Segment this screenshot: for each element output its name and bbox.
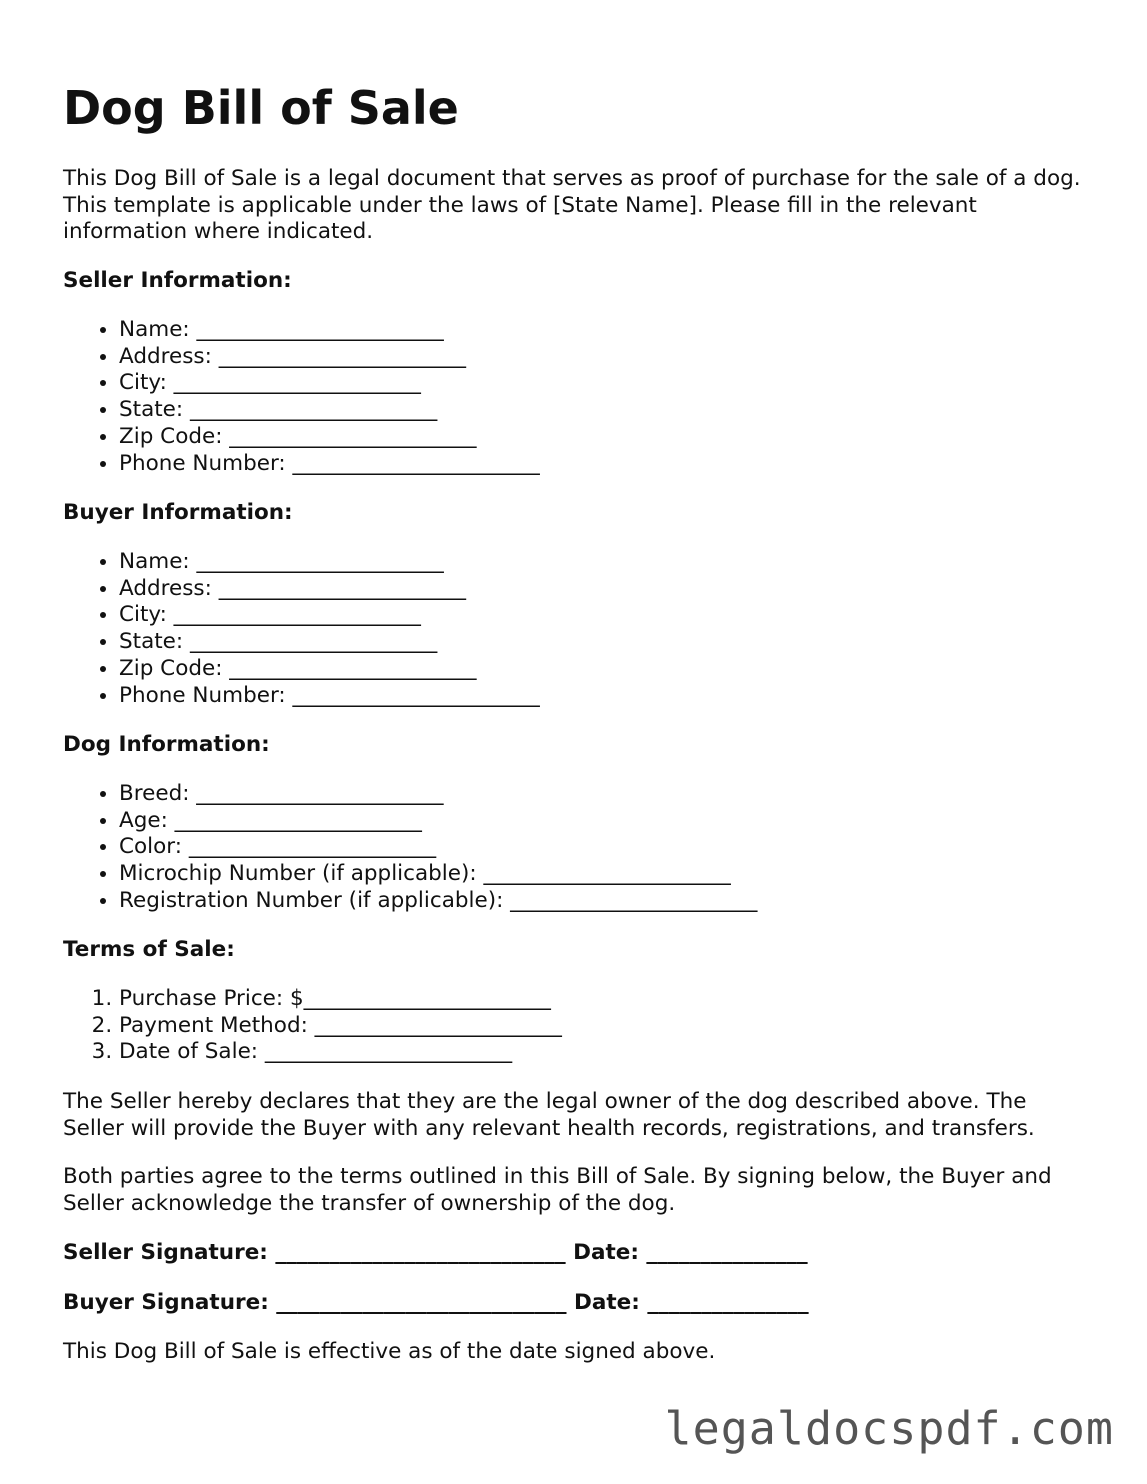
dog-list [63, 781, 757, 915]
watermark: legaldocspdf.com [664, 1402, 1114, 1455]
seller-list [63, 317, 540, 477]
document-title: Dog Bill of Sale [63, 81, 459, 135]
terms-list [63, 986, 562, 1066]
payment-method-field: 2. Payment Method: _______________________ [119, 1013, 562, 1040]
buyer-signature-line: Buyer Signature: ___________________________ Date: _______________ [63, 1290, 809, 1315]
buyer-zip-field: • Zip Code: _______________________ [119, 656, 540, 683]
buyer-city-field: • City: _______________________ [119, 602, 540, 629]
terms-heading: Terms of Sale: [63, 937, 235, 962]
seller-state-field: • State: _______________________ [119, 397, 540, 424]
buyer-list [63, 549, 540, 709]
date-of-sale-field: 3. Date of Sale: _______________________ [119, 1039, 562, 1066]
declaration-paragraph: The Seller hereby declares that they are the legal owner of the dog described above. The Seller will provide the Buyer with any relevant health records, registrations, and transfers. [63, 1089, 1035, 1141]
buyer-phone-field: • Phone Number: _______________________ [119, 683, 540, 710]
seller-name-field: • Name: _______________________ [119, 317, 540, 344]
seller-heading: Seller Information: [63, 268, 292, 293]
seller-phone-field: • Phone Number: _______________________ [119, 451, 540, 478]
buyer-name-field: • Name: _______________________ [119, 549, 540, 576]
dog-microchip-field: • Microchip Number (if applicable): _______________________ [119, 861, 757, 888]
seller-city-field: • City: _______________________ [119, 370, 540, 397]
buyer-heading: Buyer Information: [63, 500, 293, 525]
buyer-state-field: • State: _______________________ [119, 629, 540, 656]
buyer-address-field: • Address: _______________________ [119, 576, 540, 603]
dog-age-field: • Age: _______________________ [119, 808, 757, 835]
purchase-price-field: 1. Purchase Price: $_______________________ [119, 986, 562, 1013]
intro-paragraph: This Dog Bill of Sale is a legal document that serves as proof of purchase for the sale of a dog. This template is applicable under the laws of [State Name]. Please fill in the relevant information where indicated. [63, 166, 1081, 244]
effective-statement: This Dog Bill of Sale is effective as of the date signed above. [63, 1339, 716, 1364]
dog-registration-field: • Registration Number (if applicable): _______________________ [119, 888, 757, 915]
dog-breed-field: • Breed: _______________________ [119, 781, 757, 808]
seller-zip-field: • Zip Code: _______________________ [119, 424, 540, 451]
dog-heading: Dog Information: [63, 732, 270, 757]
seller-address-field: • Address: _______________________ [119, 344, 540, 371]
dog-color-field: • Color: _______________________ [119, 834, 757, 861]
seller-signature-line: Seller Signature: ___________________________ Date: _______________ [63, 1240, 808, 1265]
agreement-paragraph: Both parties agree to the terms outlined in this Bill of Sale. By signing below, the Buyer and Seller acknowledge the transfer of ownership of the dog. [63, 1164, 1052, 1216]
